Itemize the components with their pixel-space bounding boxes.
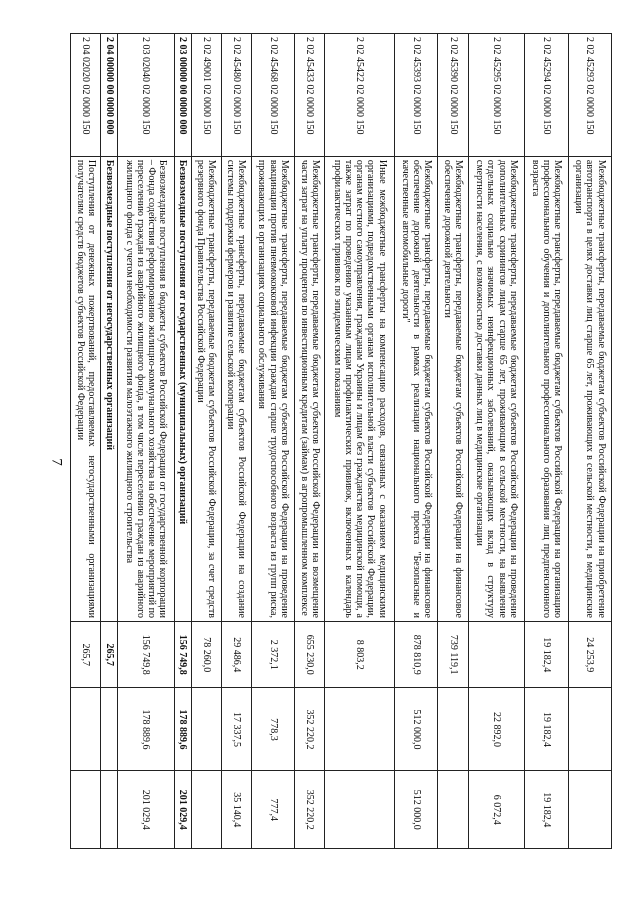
amount-year2-cell: 22 892,0 (468, 688, 525, 771)
budget-code-cell: 2 02 45468 02 0000 150 (251, 34, 294, 157)
amount-year3-cell: 352 220,2 (295, 771, 325, 849)
amount-year2-cell (325, 688, 395, 771)
description-cell: Межбюджетные трансферты, передаваемые бюджетам субъектов Российской Федерации на приобретение автотранспорта в целях доставки лиц старше 65 лет, проживающих в сельской местности, в медицинские организации (568, 156, 611, 621)
amount-year3-cell: 6 072,4 (468, 771, 525, 849)
amount-year2-cell: 512 000,0 (395, 688, 438, 771)
amount-year3-cell (101, 771, 118, 849)
rotated-page-content (70, 33, 612, 849)
amount-year1-cell: 739 119,1 (438, 621, 468, 687)
amount-year3-cell: 201 029,4 (174, 771, 191, 849)
description-cell: Межбюджетные трансферты, передаваемые бюджетам субъектов Российской Федерации на создание системы поддержки фермеров и развитие сельской кооперации (221, 156, 251, 621)
amount-year2-cell (101, 688, 118, 771)
rotated-table-container (70, 33, 612, 849)
amount-year1-cell: 8 803,2 (325, 621, 395, 687)
budget-code-cell: 2 02 45293 02 0000 150 (568, 34, 611, 157)
amount-year1-cell: 2 372,1 (251, 621, 294, 687)
page-number: 7 (48, 458, 65, 466)
description-cell: Межбюджетные трансферты, передаваемые бюджетам субъектов Российской Федерации на проведение дополнительных скринингов лицам старше 65 лет, проживающим в сельской местности, на выявление отдельных социально значимых неинфекционных заболеваний, оказывающих вклад в структуру смертности населения, с возможностью доставки данных лиц в медицинские организации (468, 156, 525, 621)
amount-year3-cell: 201 029,4 (118, 771, 175, 849)
amount-year2-cell: 178 889,6 (118, 688, 175, 771)
amount-year1-cell: 878 810,9 (395, 621, 438, 687)
budget-code-cell: 2 03 00000 00 0000 000 (174, 34, 191, 157)
amount-year3-cell (438, 771, 468, 849)
amount-year1-cell: 655 230,0 (295, 621, 325, 687)
description-cell: Безвозмездные поступления от государственных (муниципальных) организаций (174, 156, 191, 621)
amount-year3-cell (71, 771, 101, 849)
table-row (71, 34, 101, 849)
table-row (568, 34, 611, 849)
amount-year3-cell (568, 771, 611, 849)
budget-code-cell: 2 02 45295 02 0000 150 (468, 34, 525, 157)
table-row (118, 34, 175, 849)
description-cell: Иные межбюджетные трансферты на компенсацию расходов, связанных с оказанием медицинскими организациями, подведомственными органам исполнительной власти субъектов Российской Федерации, органам местного самоуправления, гражданам Украины и лицам без гражданства медицинской помощи, а также затрат по проведению указанным лицам профилактических прививок, включенных в календарь профилактических прививок по эпидемическим показаниям (325, 156, 395, 621)
amount-year1-cell: 19 182,4 (525, 621, 568, 687)
amount-year2-cell: 178 889,6 (174, 688, 191, 771)
amount-year2-cell (568, 688, 611, 771)
budget-revenue-table (70, 33, 612, 849)
budget-code-cell: 2 02 45480 02 0000 150 (221, 34, 251, 157)
description-cell: Межбюджетные трансферты, передаваемые бюджетам субъектов Российской Федерации на финансовое обеспечение дорожной деятельности в рамках реализации национального проекта "Безопасные и качественные автомобильные дороги" (395, 156, 438, 621)
table-row (525, 34, 568, 849)
amount-year3-cell: 19 182,4 (525, 771, 568, 849)
amount-year1-cell: 29 486,4 (221, 621, 251, 687)
budget-code-cell: 2 02 45294 02 0000 150 (525, 34, 568, 157)
description-cell: Межбюджетные трансферты, передаваемые бюджетам субъектов Российской Федерации на возмещение части затрат на уплату процентов по инвестиционным кредитам (займам) в агропромышленном комплексе (295, 156, 325, 621)
table-row (468, 34, 525, 849)
description-cell: Межбюджетные трансферты, передаваемые бюджетам субъектов Российской Федерации на организацию профессионального обучения и дополнительного профессионального образования лиц предпенсионного возраста (525, 156, 568, 621)
amount-year3-cell: 35 140,4 (221, 771, 251, 849)
budget-code-cell: 2 04 00000 00 0000 000 (101, 34, 118, 157)
table-row (251, 34, 294, 849)
amount-year2-cell (71, 688, 101, 771)
amount-year2-cell: 778,3 (251, 688, 294, 771)
amount-year1-cell: 265,7 (101, 621, 118, 687)
amount-year1-cell: 156 749,8 (118, 621, 175, 687)
table-row (174, 34, 191, 849)
amount-year2-cell: 19 182,4 (525, 688, 568, 771)
amount-year2-cell: 352 220,2 (295, 688, 325, 771)
amount-year3-cell (325, 771, 395, 849)
description-cell: Безвозмездные поступления от негосударственных организаций (101, 156, 118, 621)
description-cell: Безвозмездные поступления в бюджеты субъектов Российской Федерации от государственной корпорации – Фонда содействия реформированию жилищно-коммунального хозяйства на обеспечение мероприятий по переселению граждан из аварийного жилищного фонда, в том числе переселению граждан из аварийного жилищного фонда с учетом необходимости развития малоэтажного жилищного строительства (118, 156, 175, 621)
description-cell: Поступления от денежных пожертвований, предоставляемых негосударственными организациями получателям средств бюджетов субъектов Российской Федерации (71, 156, 101, 621)
description-cell: Межбюджетные трансферты, передаваемые бюджетам субъектов Российской Федерации на проведение вакцинации против пневмококковой инфекции граждан старше трудоспособного возраста из групп риска, проживающих в организациях социального обслуживания (251, 156, 294, 621)
budget-code-cell: 2 04 02020 02 0000 150 (71, 34, 101, 157)
amount-year2-cell (438, 688, 468, 771)
table-body (71, 34, 612, 849)
amount-year2-cell: 17 337,5 (221, 688, 251, 771)
amount-year1-cell: 78 260,0 (191, 621, 221, 687)
table-row (438, 34, 468, 849)
amount-year1-cell: 24 253,9 (568, 621, 611, 687)
amount-year3-cell: 777,4 (251, 771, 294, 849)
amount-year3-cell (191, 771, 221, 849)
description-cell: Межбюджетные трансферты, передаваемые бюджетам субъектов Российской Федерации на финансовое обеспечение дорожной деятельности (438, 156, 468, 621)
table-row (295, 34, 325, 849)
amount-year3-cell: 512 000,0 (395, 771, 438, 849)
budget-code-cell: 2 02 45422 02 0000 150 (325, 34, 395, 157)
description-cell: Межбюджетные трансферты, передаваемые бюджетам субъектов Российской Федерации, за счет средств резервного фонда Правительства Российской Федерации (191, 156, 221, 621)
budget-code-cell: 2 02 45390 02 0000 150 (438, 34, 468, 157)
table-row (325, 34, 395, 849)
amount-year2-cell (191, 688, 221, 771)
table-row (395, 34, 438, 849)
budget-code-cell: 2 03 02040 02 0000 150 (118, 34, 175, 157)
amount-year1-cell (468, 621, 525, 687)
amount-year1-cell: 156 749,8 (174, 621, 191, 687)
budget-code-cell: 2 02 45393 02 0000 150 (395, 34, 438, 157)
table-row (101, 34, 118, 849)
budget-code-cell: 2 02 45433 02 0000 150 (295, 34, 325, 157)
table-row (191, 34, 221, 849)
amount-year1-cell: 265,7 (71, 621, 101, 687)
budget-code-cell: 2 02 49001 02 0000 150 (191, 34, 221, 157)
table-row (221, 34, 251, 849)
